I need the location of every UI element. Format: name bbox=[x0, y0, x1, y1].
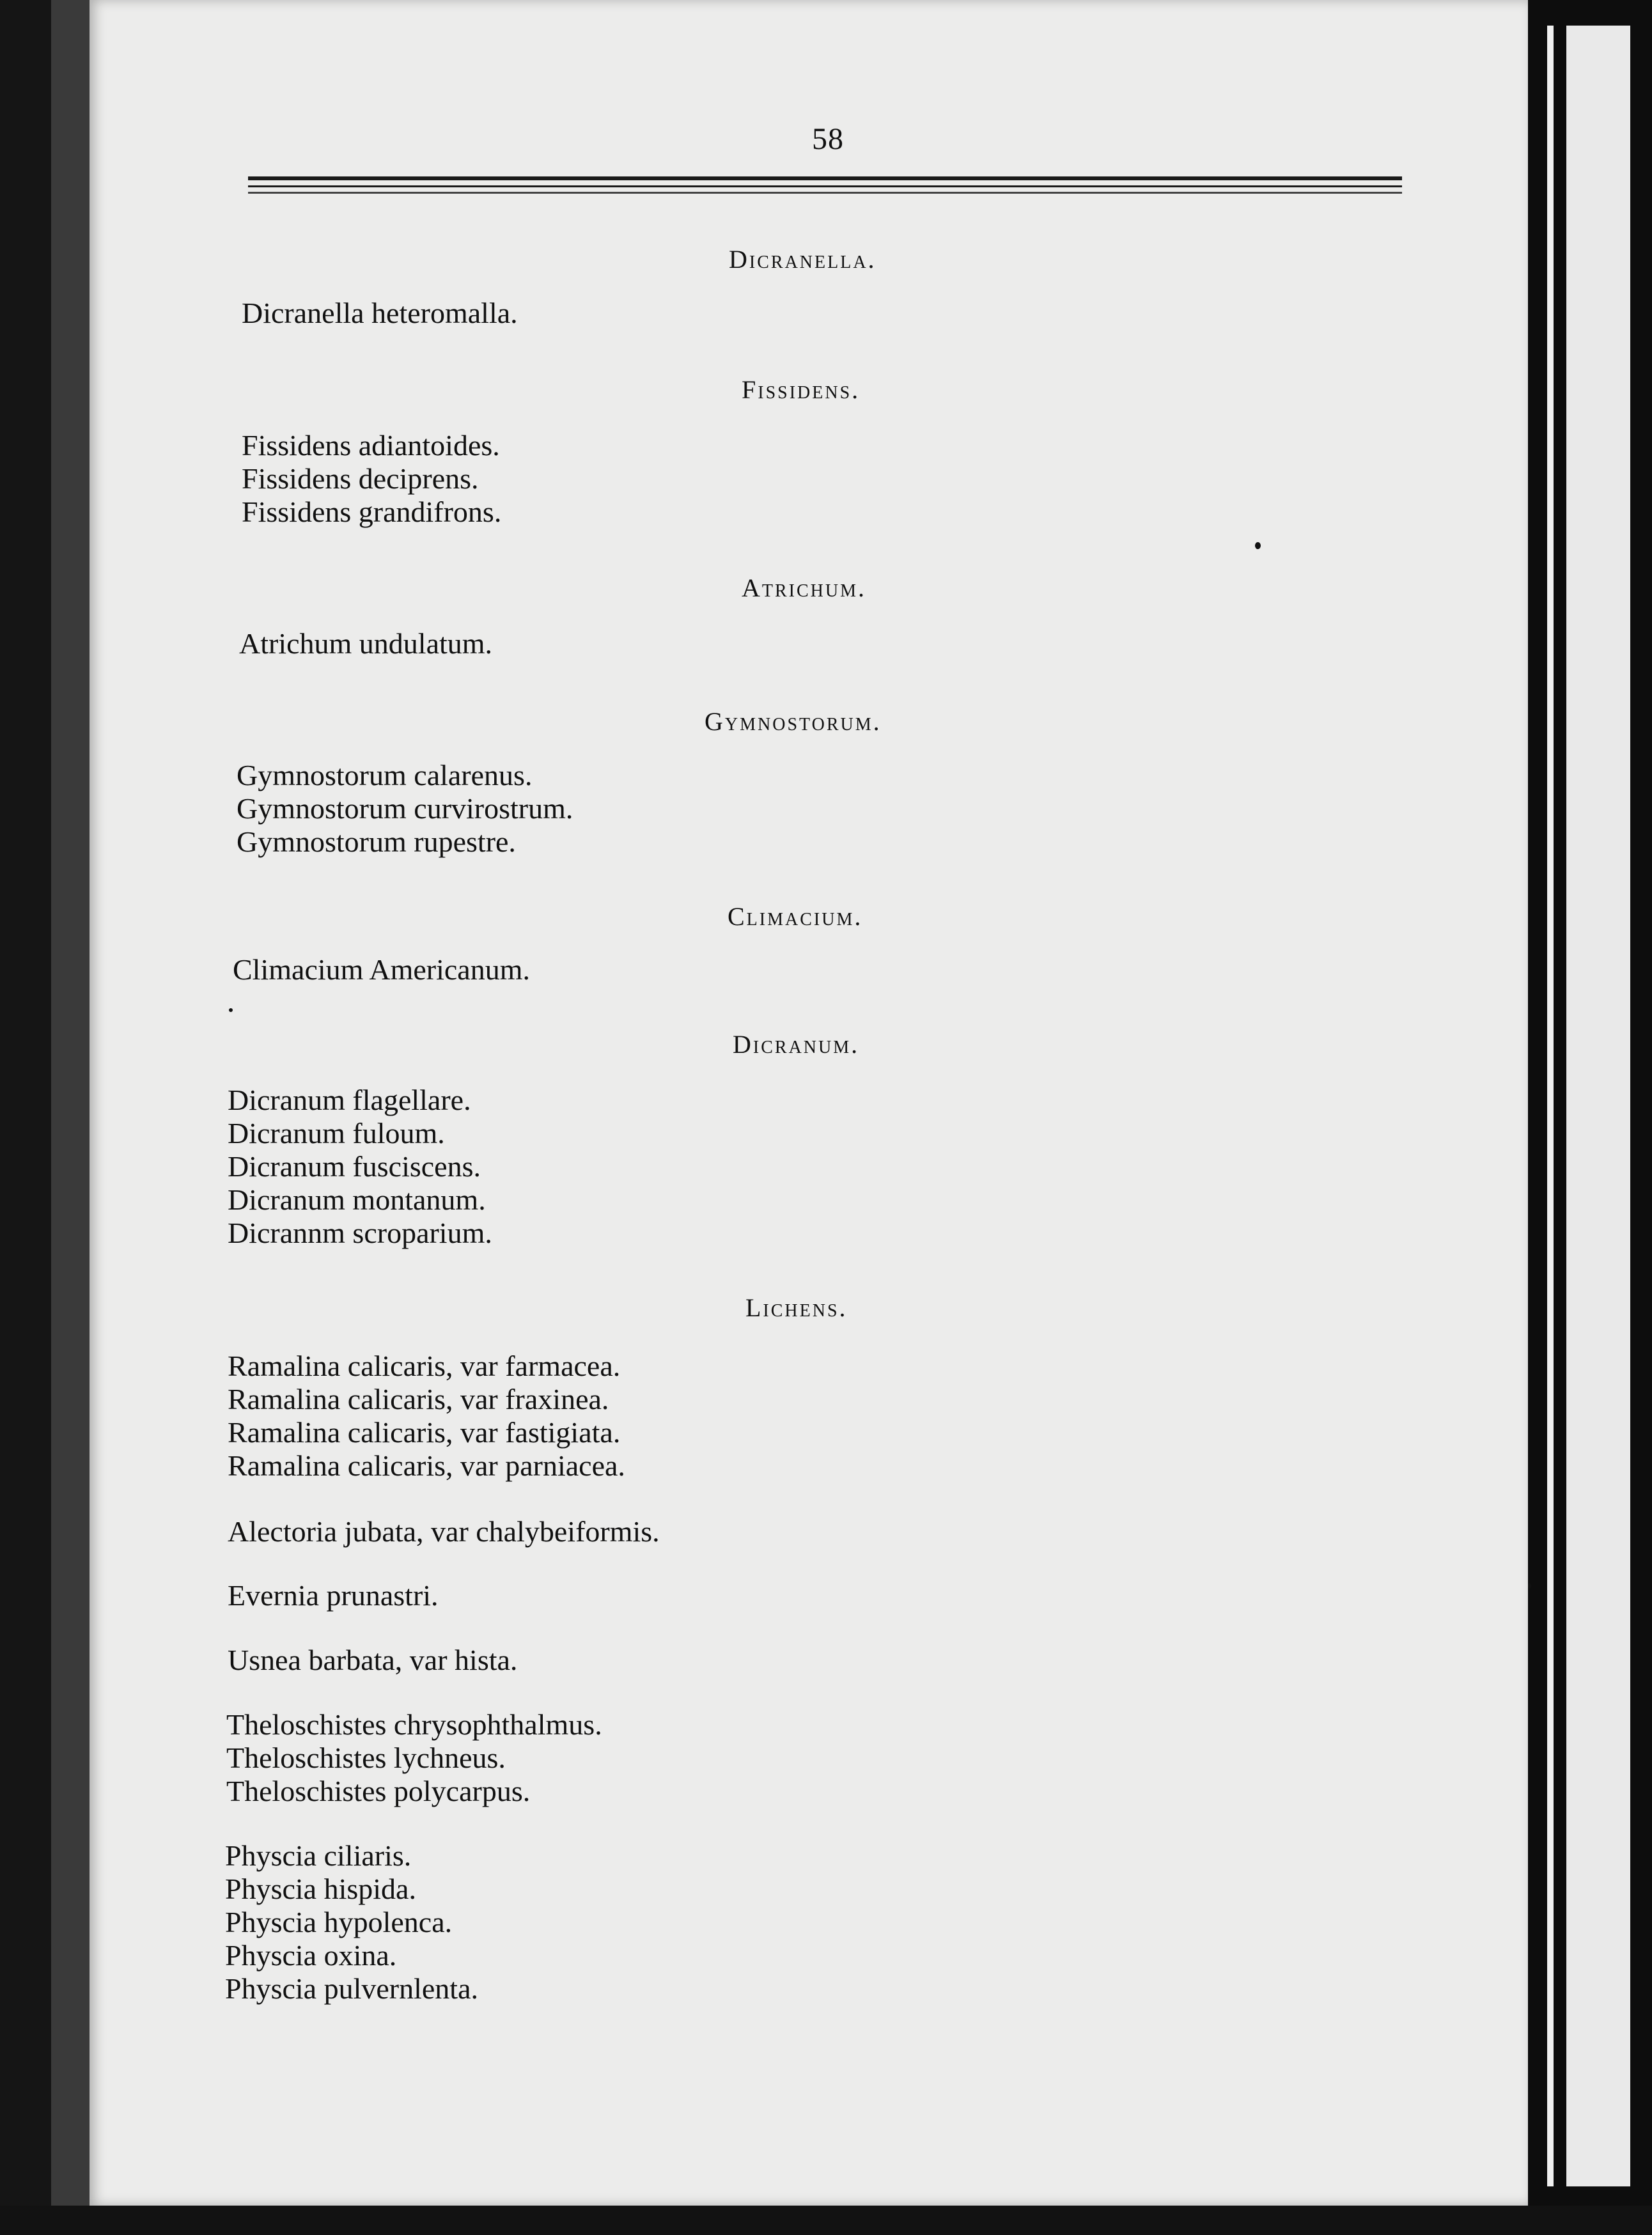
species-entry: Gymnostorum curvirostrum. bbox=[237, 792, 573, 825]
book-spine-edge bbox=[0, 0, 90, 2235]
species-entry: Atrichum undulatum. bbox=[239, 627, 493, 660]
section-heading-dicranum: Dicranum. bbox=[733, 1030, 860, 1059]
species-entry: Usnea barbata, var hista. bbox=[228, 1644, 518, 1676]
page-edge-strip bbox=[1547, 26, 1554, 2186]
species-entry: Dicranum fusciscens. bbox=[228, 1150, 481, 1183]
species-entry: Physcia hispida. bbox=[225, 1873, 416, 1905]
section-heading-fissidens: Fissidens. bbox=[742, 375, 861, 404]
species-entry: Theloschistes lychneus. bbox=[226, 1741, 506, 1774]
section-heading-atrichum: Atrichum. bbox=[742, 573, 867, 602]
species-entry: Fissidens grandifrons. bbox=[242, 495, 502, 528]
species-entry: Alectoria jubata, var chalybeiformis. bbox=[228, 1515, 660, 1548]
species-entry: Ramalina calicaris, var farmacea. bbox=[228, 1350, 621, 1382]
species-entry: Ramalina calicaris, var fastigiata. bbox=[228, 1416, 621, 1449]
header-rule-thin bbox=[248, 185, 1402, 187]
species-entry: Dicranella heteromalla. bbox=[242, 297, 518, 329]
species-entry: Physcia oxina. bbox=[225, 1939, 397, 1972]
species-entry: Gymnostorum rupestre. bbox=[237, 825, 516, 858]
page-edge-left bbox=[51, 0, 90, 2235]
section-heading-dicranella: Dicranella. bbox=[729, 245, 877, 274]
species-entry: Theloschistes polycarpus. bbox=[226, 1775, 531, 1807]
species-entry: Theloschistes chrysophthalmus. bbox=[226, 1708, 602, 1741]
scan-bottom-edge bbox=[0, 2206, 1652, 2235]
facing-page-edge bbox=[1528, 0, 1652, 2235]
header-rule-thick bbox=[248, 176, 1402, 180]
species-entry: Fissidens adiantoides. bbox=[242, 429, 500, 462]
species-entry: Dicrannm scroparium. bbox=[228, 1217, 492, 1249]
section-heading-climacium: Climacium. bbox=[728, 902, 863, 931]
facing-page-sliver bbox=[1566, 26, 1630, 2186]
species-entry: Dicranum flagellare. bbox=[228, 1084, 471, 1116]
section-heading-lichens: Lichens. bbox=[745, 1293, 848, 1322]
scan-speck bbox=[229, 1008, 233, 1012]
species-entry: Ramalina calicaris, var fraxinea. bbox=[228, 1383, 609, 1415]
species-entry: Physcia ciliaris. bbox=[225, 1839, 412, 1872]
species-entry: Ramalina calicaris, var parniacea. bbox=[228, 1449, 625, 1482]
header-rule-hairline bbox=[248, 192, 1402, 194]
species-entry: Evernia prunastri. bbox=[228, 1579, 439, 1612]
species-entry: Physcia hypolenca. bbox=[225, 1906, 453, 1938]
species-entry: Climacium Americanum. bbox=[233, 953, 531, 986]
species-entry: Dicranum fuloum. bbox=[228, 1117, 445, 1149]
page-number: 58 bbox=[812, 122, 844, 156]
species-entry: Physcia pulvernlenta. bbox=[225, 1972, 479, 2005]
section-heading-gymnostorum: Gymnostorum. bbox=[705, 707, 882, 736]
scan-speck bbox=[1528, 1583, 1531, 1589]
species-entry: Fissidens deciprens. bbox=[242, 462, 479, 495]
scan-speck bbox=[1255, 542, 1261, 549]
species-entry: Dicranum montanum. bbox=[228, 1183, 486, 1216]
species-entry: Gymnostorum calarenus. bbox=[237, 759, 533, 791]
